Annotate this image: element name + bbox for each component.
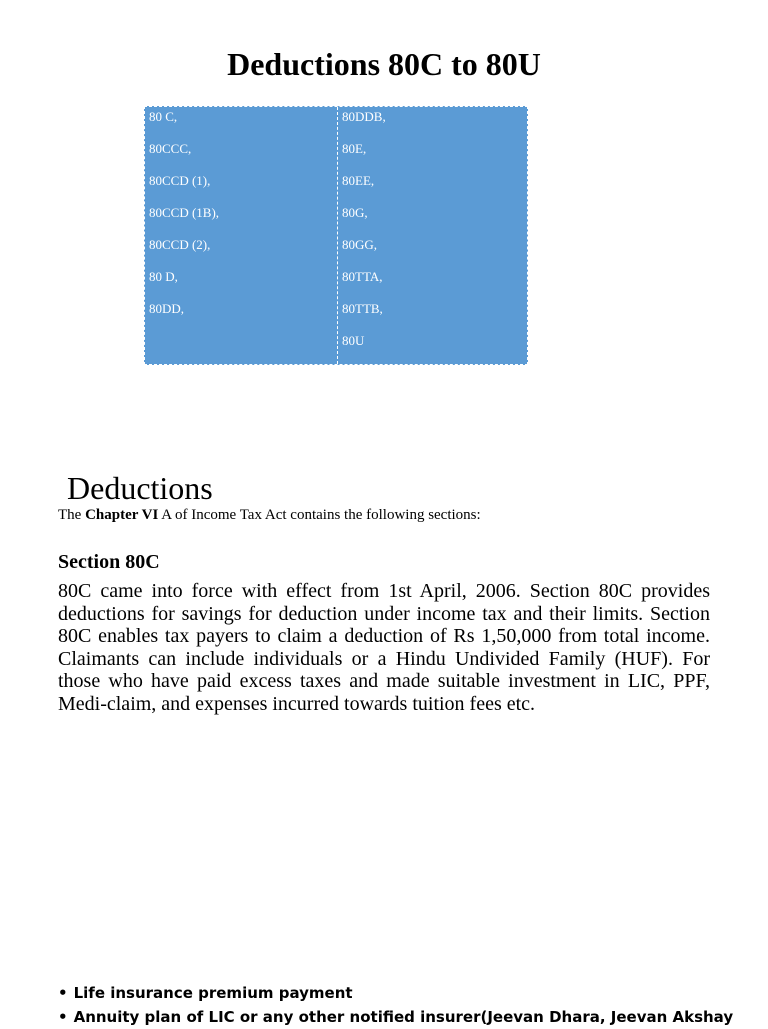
section-cell: 80G, bbox=[342, 205, 368, 220]
bullet-icon: • bbox=[58, 1008, 68, 1026]
intro-prefix: The bbox=[58, 507, 82, 523]
sections-table bbox=[144, 106, 528, 365]
sections-column-right bbox=[337, 107, 529, 364]
section-cell: 80U bbox=[342, 333, 365, 348]
section-cell: 80DDB, bbox=[342, 109, 386, 124]
section-cell: 80 C, bbox=[149, 109, 178, 124]
section-80c-heading: Section 80C bbox=[58, 551, 160, 573]
section-cell: 80CCD (1B), bbox=[149, 205, 220, 220]
intro-text bbox=[58, 506, 481, 524]
section-cell: 80E, bbox=[342, 141, 367, 156]
list-item-text: Annuity plan of LIC or any other notified insurer(Jeevan Dhara, Jeevan Akshay bbox=[73, 1008, 734, 1026]
page-title: Deductions 80C to 80U bbox=[227, 46, 541, 82]
section-cell: 80GG, bbox=[342, 237, 378, 252]
list-item bbox=[58, 981, 758, 1005]
bullet-icon: • bbox=[58, 984, 68, 1002]
section-cell: 80TTA, bbox=[342, 269, 383, 284]
section-cell: 80DD, bbox=[149, 301, 185, 316]
section-cell: 80TTB, bbox=[342, 301, 383, 316]
sections-column-left bbox=[145, 107, 337, 364]
deductions-heading: Deductions bbox=[67, 470, 213, 506]
section-cell: 80CCD (1), bbox=[149, 173, 211, 188]
section-80c-body: 80C came into force with effect from 1st April, 2006. Section 80C provides deductions for savings for deduction under income tax and their limits. Section 80C enables tax payers to claim a deduction of Rs 1,50,000 from total income. Claimants can include individuals or a Hindu Undivided Family (HUF). For those who have paid excess taxes and made suitable investment in LIC, PPF, Medi-claim, and expenses incurred towards tuition fees etc. bbox=[58, 580, 710, 715]
bullet-list bbox=[58, 981, 758, 1029]
list-item-text: Life insurance premium payment bbox=[73, 984, 353, 1002]
section-cell: 80CCC, bbox=[149, 141, 192, 156]
intro-suffix: A of Income Tax Act contains the following sections: bbox=[161, 507, 481, 523]
section-cell: 80CCD (2), bbox=[149, 237, 211, 252]
list-item bbox=[58, 1005, 758, 1029]
intro-chapter: Chapter VI bbox=[85, 507, 159, 523]
section-cell: 80 D, bbox=[149, 269, 178, 284]
section-cell: 80EE, bbox=[342, 173, 375, 188]
